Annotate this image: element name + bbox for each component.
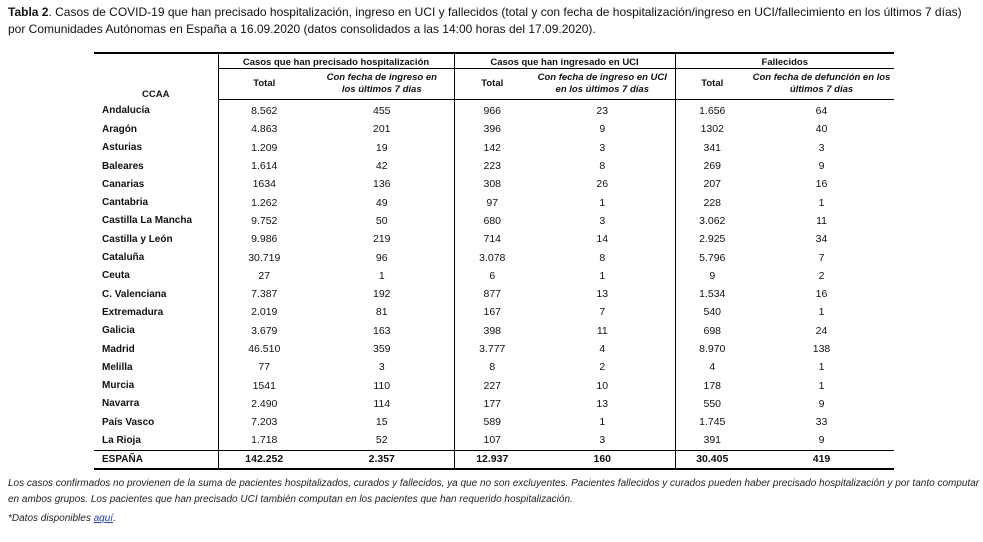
- uci-recent-cell: 9: [599, 123, 606, 136]
- uci-recent-cell: 8: [599, 251, 606, 264]
- uci-recent-cell: 13: [596, 397, 609, 410]
- ccaa-name-cell: Castilla La Mancha: [102, 215, 193, 227]
- uci-recent-cell: 1: [599, 196, 606, 209]
- fall-total-cell: 228: [675, 193, 749, 211]
- hosp-recent-cell: 110: [373, 379, 391, 392]
- ccaa-name-cell: Navarra: [102, 398, 140, 410]
- hosp-total-cell: 77: [218, 358, 310, 376]
- footnote-prefix: *Datos disponibles: [8, 513, 94, 524]
- footnote-suffix: .: [113, 513, 116, 524]
- caption-text: . Casos de COVID-19 que han precisado hospitalización, ingreso en UCI y fallecidos (total y con fecha de hospitalización/ingreso en UCI/fallecimiento en los últimos 7 días) por Comunidades Autónomas en España a 16.09.2020 (datos consolidados a las 14:00 horas del 17.09.2020).: [8, 5, 962, 36]
- hosp-total-cell: 8.562: [218, 100, 310, 121]
- table-row: [94, 431, 894, 450]
- table-row: [94, 322, 894, 340]
- covid-table: [94, 52, 894, 470]
- hosp-recent-cell: 455: [372, 105, 391, 118]
- ccaa-name-cell: Cataluña: [102, 252, 145, 264]
- uci-total-cell: 396: [454, 120, 530, 138]
- table-row: [94, 285, 894, 303]
- table-row: [94, 267, 894, 285]
- fall-recent-cell: 64: [815, 105, 828, 118]
- fall-recent-cell: 9: [818, 397, 825, 410]
- uci-total-cell: 3.777: [454, 340, 530, 358]
- fall-recent-cell: 34: [815, 233, 828, 246]
- uci-total-cell: 3.078: [454, 248, 530, 266]
- hosp-recent-cell: 52: [375, 434, 388, 447]
- total-fall-total-cell: 30.405: [675, 450, 749, 469]
- uci-total-cell: 177: [454, 395, 530, 413]
- ccaa-name-cell: País Vasco: [102, 416, 155, 428]
- uci-total-cell: 680: [454, 212, 530, 230]
- total-hosp-recent-cell: 2.357: [310, 450, 454, 469]
- table-notes: Los casos confirmados no provienen de la suma de pacientes hospitalizados, curados y fallecidos, ya que no son excluyentes. Pacientes fallecidos y curados pueden haber precisado hospitalización y por tanto computar en ambos grupos. Los pacientes que han precisado UCI también computan en los pacientes que han requerido hospitalización.: [8, 478, 980, 505]
- fall-recent-cell: 16: [815, 178, 828, 191]
- uci-total-cell: 97: [454, 193, 530, 211]
- uci-total-cell: 167: [454, 303, 530, 321]
- hosp-total-cell: 2.019: [218, 303, 310, 321]
- fall-total-cell: 9: [675, 267, 749, 285]
- hosp-recent-cell: 96: [375, 251, 388, 264]
- hosp-total-cell: 7.203: [218, 413, 310, 431]
- uci-recent-cell: 8: [599, 160, 606, 173]
- ccaa-name-cell: Melilla: [102, 361, 133, 373]
- uci-total-cell: 877: [454, 285, 530, 303]
- uci-total-cell: 714: [454, 230, 530, 248]
- hosp-recent-cell: 219: [372, 233, 391, 246]
- total-uci-total-cell: 12.937: [454, 450, 530, 469]
- hosp-total-cell: 4.863: [218, 120, 310, 138]
- col-header-hosp-total: Total: [218, 69, 310, 100]
- table-row: [94, 248, 894, 266]
- uci-recent-cell: 26: [596, 178, 609, 191]
- hosp-total-cell: 1634: [218, 175, 310, 193]
- hosp-recent-cell: 49: [375, 196, 388, 209]
- fall-recent-cell: 1: [818, 379, 825, 392]
- fall-recent-cell: 16: [815, 288, 828, 301]
- col-header-hosp-recent: [310, 69, 454, 100]
- hosp-total-cell: 1.209: [218, 139, 310, 157]
- ccaa-name-cell: Ceuta: [102, 270, 130, 282]
- fall-total-cell: 1.534: [675, 285, 749, 303]
- fall-total-cell: 5.796: [675, 248, 749, 266]
- fall-recent-cell: 33: [815, 416, 828, 429]
- ccaa-name-cell: C. Valenciana: [102, 288, 167, 300]
- table-row: [94, 157, 894, 175]
- total-hosp-total-cell: 142.252: [218, 450, 310, 469]
- uci-recent-cell: 10: [596, 379, 609, 392]
- uci-total-cell: 589: [454, 413, 530, 431]
- footnote: [8, 513, 116, 524]
- hosp-total-cell: 9.986: [218, 230, 310, 248]
- uci-total-cell: 966: [454, 100, 530, 121]
- ccaa-name-cell: Andalucía: [102, 105, 150, 117]
- data-link[interactable]: aquí: [93, 513, 114, 524]
- col-header-uci-recent-text: Con fecha de ingreso en UCI en los últimos 7 días: [537, 72, 667, 95]
- total-uci-recent-cell: 160: [530, 450, 675, 469]
- fall-total-cell: 269: [675, 157, 749, 175]
- table-row: [94, 358, 894, 376]
- uci-recent-cell: 14: [596, 233, 609, 246]
- uci-recent-cell: 7: [599, 306, 606, 319]
- ccaa-name-cell: Murcia: [102, 380, 135, 392]
- group-header-fallecidos: Fallecidos: [675, 53, 894, 69]
- fall-total-cell: 4: [675, 358, 749, 376]
- table-caption: [8, 4, 976, 38]
- fall-recent-cell: 7: [818, 251, 825, 264]
- fall-recent-cell: 9: [818, 160, 825, 173]
- ccaa-name-cell: Canarias: [102, 178, 145, 190]
- fall-recent-cell: 40: [815, 123, 828, 136]
- hosp-recent-cell: 114: [373, 397, 391, 410]
- uci-total-cell: 308: [454, 175, 530, 193]
- hosp-total-cell: 3.679: [218, 322, 310, 340]
- uci-total-cell: 6: [454, 267, 530, 285]
- uci-recent-cell: 13: [596, 288, 609, 301]
- fall-total-cell: 178: [675, 376, 749, 394]
- hosp-total-cell: 1.262: [218, 193, 310, 211]
- hosp-recent-cell: 163: [372, 324, 391, 337]
- fall-total-cell: 341: [675, 139, 749, 157]
- table-row: [94, 193, 894, 211]
- fall-recent-cell: 1: [818, 196, 825, 209]
- table-row: [94, 395, 894, 413]
- col-header-fall-recent: [749, 69, 894, 100]
- fall-total-cell: 2.925: [675, 230, 749, 248]
- uci-recent-cell: 1: [599, 269, 606, 282]
- ccaa-name-cell: Baleares: [102, 160, 144, 172]
- ccaa-header: CCAA: [94, 53, 218, 100]
- ccaa-name-cell: Castilla y León: [102, 233, 173, 245]
- hosp-total-cell: 1.614: [218, 157, 310, 175]
- uci-recent-cell: 2: [599, 361, 606, 374]
- fall-total-cell: 1.745: [675, 413, 749, 431]
- hosp-recent-cell: 15: [375, 416, 388, 429]
- uci-total-cell: 8: [454, 358, 530, 376]
- table-row: [94, 376, 894, 394]
- uci-total-cell: 142: [454, 139, 530, 157]
- hosp-recent-cell: 42: [375, 160, 388, 173]
- hosp-recent-cell: 136: [372, 178, 391, 191]
- table-row: [94, 303, 894, 321]
- hosp-recent-cell: 1: [378, 269, 385, 282]
- ccaa-name-cell: La Rioja: [102, 434, 141, 446]
- hosp-total-cell: 30.719: [218, 248, 310, 266]
- hosp-total-cell: 27: [218, 267, 310, 285]
- caption-label: Tabla 2: [8, 5, 49, 19]
- uci-recent-cell: 3: [599, 434, 606, 447]
- fall-recent-cell: 1: [818, 361, 825, 374]
- group-header-hosp: Casos que han precisado hospitalización: [218, 53, 454, 69]
- ccaa-name-cell: Madrid: [102, 343, 135, 355]
- ccaa-name-cell: Aragón: [102, 123, 137, 135]
- hosp-total-cell: 1541: [218, 376, 310, 394]
- uci-total-cell: 107: [454, 431, 530, 450]
- uci-recent-cell: 23: [596, 105, 609, 118]
- hosp-recent-cell: 359: [372, 343, 391, 355]
- table-row: [94, 120, 894, 138]
- uci-total-cell: 398: [454, 322, 530, 340]
- fall-recent-cell: 11: [816, 214, 827, 227]
- col-header-uci-total: Total: [454, 69, 530, 100]
- fall-recent-cell: 24: [815, 324, 828, 337]
- hosp-total-cell: 2.490: [218, 395, 310, 413]
- fall-total-cell: 207: [675, 175, 749, 193]
- group-header-uci: Casos que han ingresado en UCI: [454, 53, 675, 69]
- ccaa-name-cell: Asturias: [102, 142, 143, 154]
- table-row: [94, 230, 894, 248]
- col-header-uci-recent: [530, 69, 675, 100]
- hosp-recent-cell: 19: [375, 141, 388, 154]
- fall-recent-cell: 138: [812, 343, 831, 355]
- col-header-hosp-recent-text: Con fecha de ingreso en los últimos 7 días: [326, 72, 437, 95]
- fall-recent-cell: 2: [818, 269, 825, 282]
- ccaa-name-cell: Extremadura: [102, 306, 164, 318]
- table-row: [94, 139, 894, 157]
- hosp-total-cell: 7.387: [218, 285, 310, 303]
- uci-recent-cell: 3: [599, 214, 606, 227]
- fall-total-cell: 550: [675, 395, 749, 413]
- fall-recent-cell: 3: [818, 141, 825, 154]
- uci-recent-cell: 11: [596, 324, 608, 337]
- table-row: [94, 413, 894, 431]
- fall-total-cell: 1302: [675, 120, 749, 138]
- table-row: [94, 175, 894, 193]
- fall-total-cell: 391: [675, 431, 749, 450]
- fall-total-cell: 3.062: [675, 212, 749, 230]
- uci-total-cell: 227: [454, 376, 530, 394]
- col-header-fall-total: Total: [675, 69, 749, 100]
- hosp-total-cell: 46.510: [218, 340, 310, 358]
- fall-total-cell: 8.970: [675, 340, 749, 358]
- hosp-total-cell: 9.752: [218, 212, 310, 230]
- hosp-recent-cell: 81: [375, 306, 388, 319]
- fall-total-cell: 540: [675, 303, 749, 321]
- total-ccaa-name-cell: ESPAÑA: [94, 450, 218, 469]
- total-row: [94, 450, 894, 469]
- fall-total-cell: 698: [675, 322, 749, 340]
- uci-recent-cell: 4: [599, 343, 606, 355]
- col-header-fall-recent-text: Con fecha de defunción en los últimos 7 días: [752, 72, 891, 95]
- hosp-recent-cell: 201: [372, 123, 391, 136]
- total-fall-recent-cell: 419: [749, 450, 894, 469]
- fall-recent-cell: 1: [818, 306, 825, 319]
- hosp-recent-cell: 50: [375, 214, 388, 227]
- fall-total-cell: 1.656: [675, 100, 749, 121]
- table-row: [94, 212, 894, 230]
- hosp-recent-cell: 3: [378, 361, 385, 374]
- hosp-total-cell: 1.718: [218, 431, 310, 450]
- hosp-recent-cell: 192: [372, 288, 391, 301]
- table-row: [94, 340, 894, 358]
- uci-recent-cell: 1: [599, 416, 606, 429]
- ccaa-name-cell: Galicia: [102, 325, 135, 337]
- table-row: [94, 100, 894, 121]
- uci-recent-cell: 3: [599, 141, 606, 154]
- fall-recent-cell: 9: [818, 434, 825, 447]
- ccaa-name-cell: Cantabria: [102, 197, 149, 209]
- uci-total-cell: 223: [454, 157, 530, 175]
